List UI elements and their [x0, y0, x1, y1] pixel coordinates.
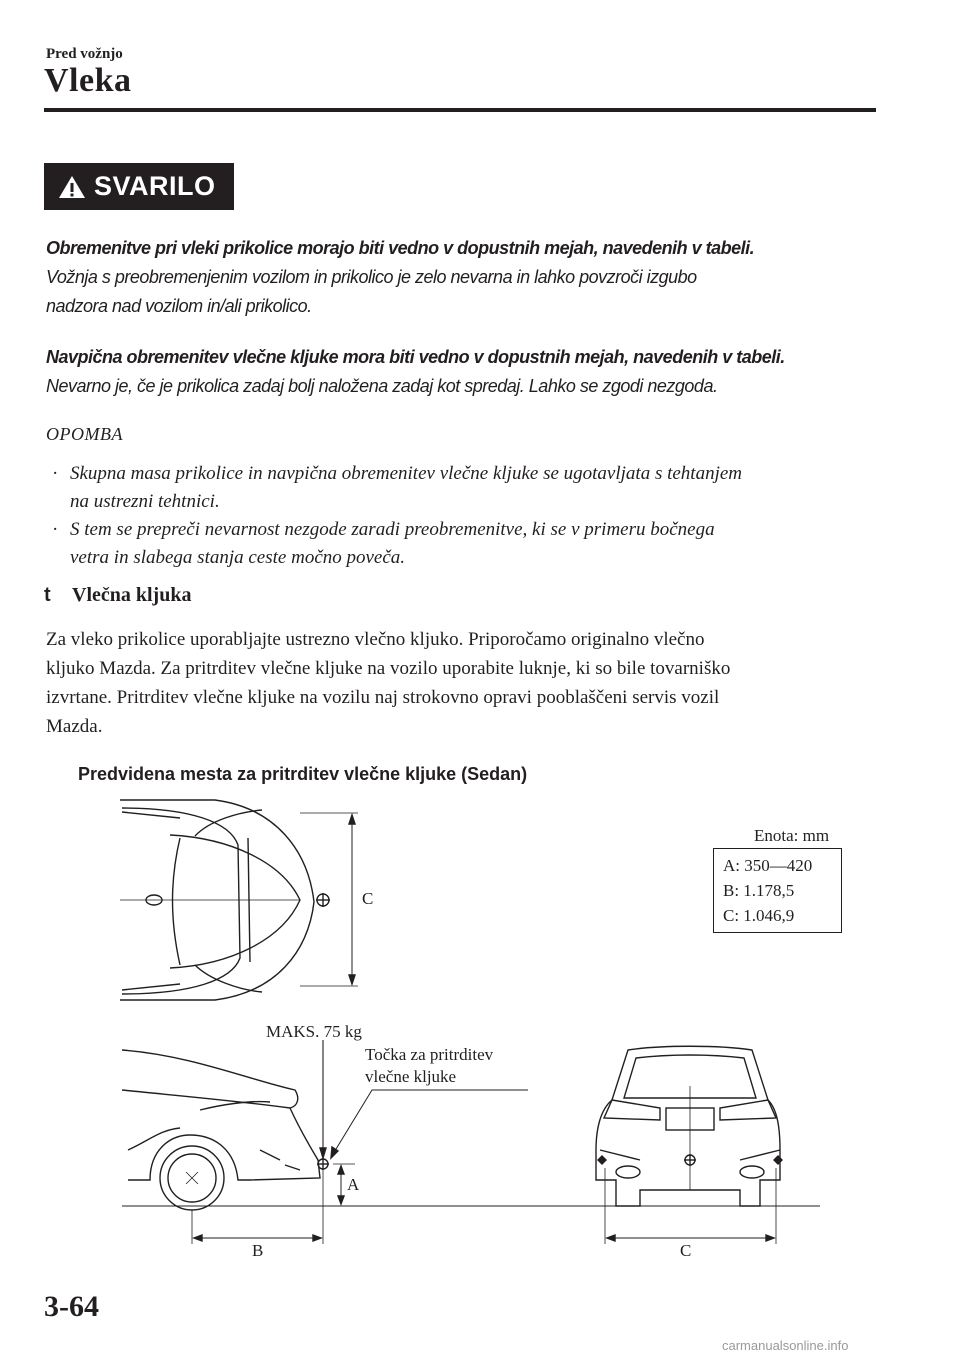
mounting-point-line: Točka za pritrditev	[365, 1045, 494, 1064]
dimension-c-bottom-label: C	[680, 1241, 692, 1260]
note-item-line: Skupna masa prikolice in navpična obremenitev vlečne kljuke se ugotavljata s tehtanjem	[70, 463, 743, 484]
warning-title: SVARILO	[94, 171, 216, 201]
dimensions-table	[713, 848, 842, 933]
rear-view-car-illustration	[596, 1046, 782, 1206]
mounting-point-line: vlečne kljuke	[365, 1067, 457, 1086]
note-item-line: na ustrezni tehtnici.	[70, 491, 220, 512]
bullet-dot-icon: ·	[52, 519, 59, 540]
note-label: OPOMBA	[46, 424, 123, 444]
bullet-dot-icon: ·	[52, 463, 59, 484]
note-item-line: S tem se prepreči nevarnost nezgode zaradi preobremenitve, ki se v primeru bočnega	[70, 519, 715, 540]
warning-text-2: Nevarno je, če je prikolica zadaj bolj naložena zadaj kot spredaj. Lahko se zgodi nezgoda.	[46, 376, 718, 396]
warning-text-1a: Vožnja s preobremenjenim vozilom in prikolico je zelo nevarna in lahko povzroči izgubo	[46, 267, 697, 287]
figure-title: Predvidena mesta za pritrditev vlečne kljuke (Sedan)	[78, 764, 528, 784]
top-view-car-illustration	[120, 800, 330, 1000]
max-load-label: MAKS. 75 kg	[266, 1022, 362, 1041]
body-line: kljuko Mazda. Za pritrditev vlečne kljuke na vozilo uporabite luknje, ki so bile tovarniško	[46, 658, 731, 679]
body-line: izvrtane. Pritrditev vlečne kljuke na vozilu naj strokovno opravi pooblaščeni servis vozil	[46, 687, 720, 708]
section-label: Pred vožnjo	[46, 46, 123, 62]
page-title: Vleka	[44, 62, 132, 99]
warning-bold-1: Obremenitve pri vleki prikolice morajo biti vedno v dopustnih mejah, navedenih v tabeli.	[46, 238, 755, 258]
page-number: 3-64	[44, 1290, 99, 1323]
section-marker-icon: t	[44, 584, 51, 606]
watermark: carmanualsonline.info	[722, 1338, 849, 1353]
mounting-point-label	[365, 1044, 493, 1088]
dimension-row: B: 1.178,5	[723, 881, 795, 900]
warning-text-1b: nadzora nad vozilom in/ali prikolico.	[46, 296, 312, 316]
subsection-title: Vlečna kljuka	[72, 584, 192, 606]
warning-bold-2: Navpična obremenitev vlečne kljuke mora biti vedno v dopustnih mejah, navedenih v tabeli.	[46, 347, 785, 367]
dimension-b-label: B	[252, 1241, 264, 1260]
side-view-car-illustration	[122, 1040, 329, 1210]
dimension-row: C: 1.046,9	[723, 906, 795, 925]
dimension-a-label: A	[347, 1175, 360, 1194]
dimension-c-top-label: C	[362, 889, 374, 908]
note-item-line: vetra in slabega stanja ceste močno poveča.	[70, 547, 406, 568]
dimension-b-line	[192, 1170, 323, 1244]
dimension-row: A: 350—420	[723, 856, 813, 875]
body-line: Za vleko prikolice uporabljajte ustrezno vlečno kljuko. Priporočamo originalno vlečno	[46, 629, 705, 650]
body-line: Mazda.	[46, 716, 103, 737]
unit-label: Enota: mm	[754, 826, 830, 845]
